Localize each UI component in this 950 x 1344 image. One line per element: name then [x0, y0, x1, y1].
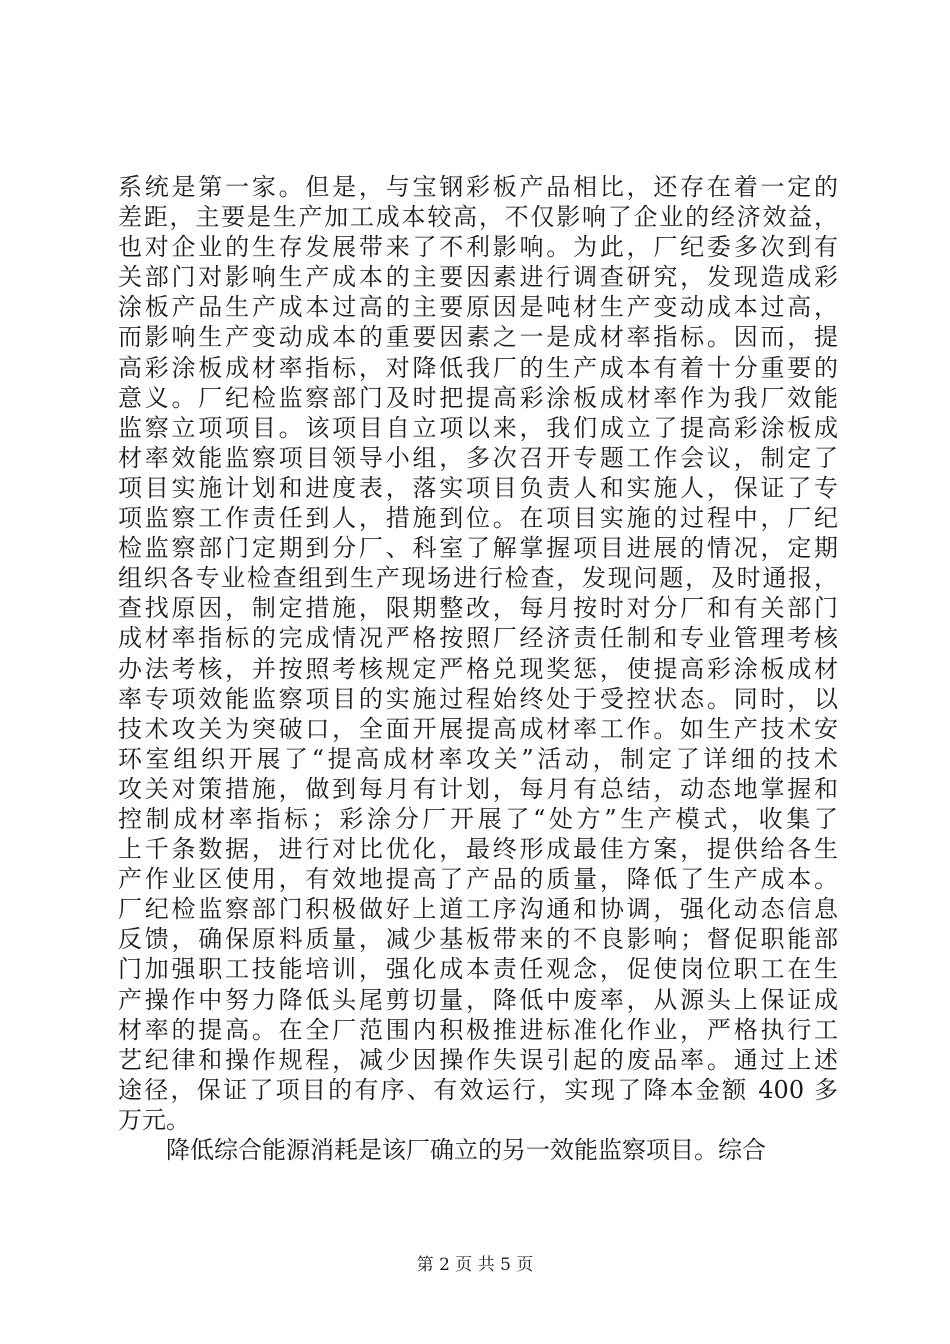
text-line: 意义。厂纪检监察部门及时把提高彩涂板成材率作为我厂效能: [118, 383, 838, 412]
text-line: 涂板产品生产成本过高的主要原因是吨材生产变动成本过高，: [118, 293, 838, 322]
text-line: 监察立项项目。该项目自立项以来，我们成立了提高彩涂板成: [118, 413, 838, 442]
text-line: 项目实施计划和进度表，落实项目负责人和实施人，保证了专: [118, 473, 838, 502]
text-line: 关部门对影响生产成本的主要因素进行调查研究，发现造成彩: [118, 263, 838, 292]
text-line: 率专项效能监察项目的实施过程始终处于受控状态。同时，以: [118, 684, 838, 713]
text-line: 万元。: [118, 1105, 190, 1134]
document-body: [118, 172, 838, 1165]
text-line: 检监察部门定期到分厂、科室了解掌握项目进展的情况，定期: [118, 534, 838, 563]
text-line: 查找原因，制定措施，限期整改，每月按时对分厂和有关部门: [118, 594, 838, 623]
text-line: 技术攻关为突破口，全面开展提高成材率工作。如生产技术安: [118, 714, 838, 743]
text-line: 厂纪检监察部门积极做好上道工序沟通和协调，强化动态信息: [118, 895, 838, 924]
text-line: 产操作中努力降低头尾剪切量，降低中废率，从源头上保证成: [118, 985, 838, 1014]
text-line: 反馈，确保原料质量，减少基板带来的不良影响；督促职能部: [118, 925, 838, 954]
text-line: 材率的提高。在全厂范围内积极推进标准化作业，严格执行工: [118, 1015, 838, 1044]
paragraph: [118, 1135, 838, 1165]
text-line: 控制成材率指标；彩涂分厂开展了“处方”生产模式，收集了: [118, 804, 838, 833]
text-line: 产作业区使用，有效地提高了产品的质量，降低了生产成本。: [118, 865, 838, 894]
text-line: 上千条数据，进行对比优化，最终形成最佳方案，提供给各生: [118, 835, 838, 864]
text-line: 项监察工作责任到人，措施到位。在项目实施的过程中，厂纪: [118, 504, 838, 533]
text-line: 差距，主要是生产加工成本较高，不仅影响了企业的经济效益，: [118, 203, 838, 232]
text-line: 材率效能监察项目领导小组，多次召开专题工作会议，制定了: [118, 443, 838, 472]
text-line: 途径，保证了项目的有序、有效运行，实现了降本金额 400 多: [118, 1075, 838, 1104]
text-line: 高彩涂板成材率指标，对降低我厂的生产成本有着十分重要的: [118, 353, 838, 382]
page-footer: 第 2 页 共 5 页: [416, 1255, 534, 1275]
text-line: 而影响生产变动成本的重要因素之一是成材率指标。因而，提: [118, 323, 838, 352]
text-line: 办法考核，并按照考核规定严格兑现奖惩，使提高彩涂板成材: [118, 654, 838, 683]
text-line: 环室组织开展了“提高成材率攻关”活动，制定了详细的技术: [118, 744, 838, 773]
text-line: 艺纪律和操作规程，减少因操作失误引起的废品率。通过上述: [118, 1045, 838, 1074]
text-line: 系统是第一家。但是，与宝钢彩板产品相比，还存在着一定的: [118, 173, 838, 201]
text-line: 降低综合能源消耗是该厂确立的另一效能监察项目。综合: [166, 1136, 766, 1164]
paragraph: [118, 172, 838, 1135]
text-line: 成材率指标的完成情况严格按照厂经济责任制和专业管理考核: [118, 624, 838, 653]
text-line: 也对企业的生存发展带来了不利影响。为此，厂纪委多次到有: [118, 233, 838, 262]
text-line: 门加强职工技能培训，强化成本责任观念，促使岗位职工在生: [118, 955, 838, 984]
text-line: 组织各专业检查组到生产现场进行检查，发现问题，及时通报，: [118, 564, 838, 593]
text-line: 攻关对策措施，做到每月有计划，每月有总结，动态地掌握和: [118, 774, 838, 803]
